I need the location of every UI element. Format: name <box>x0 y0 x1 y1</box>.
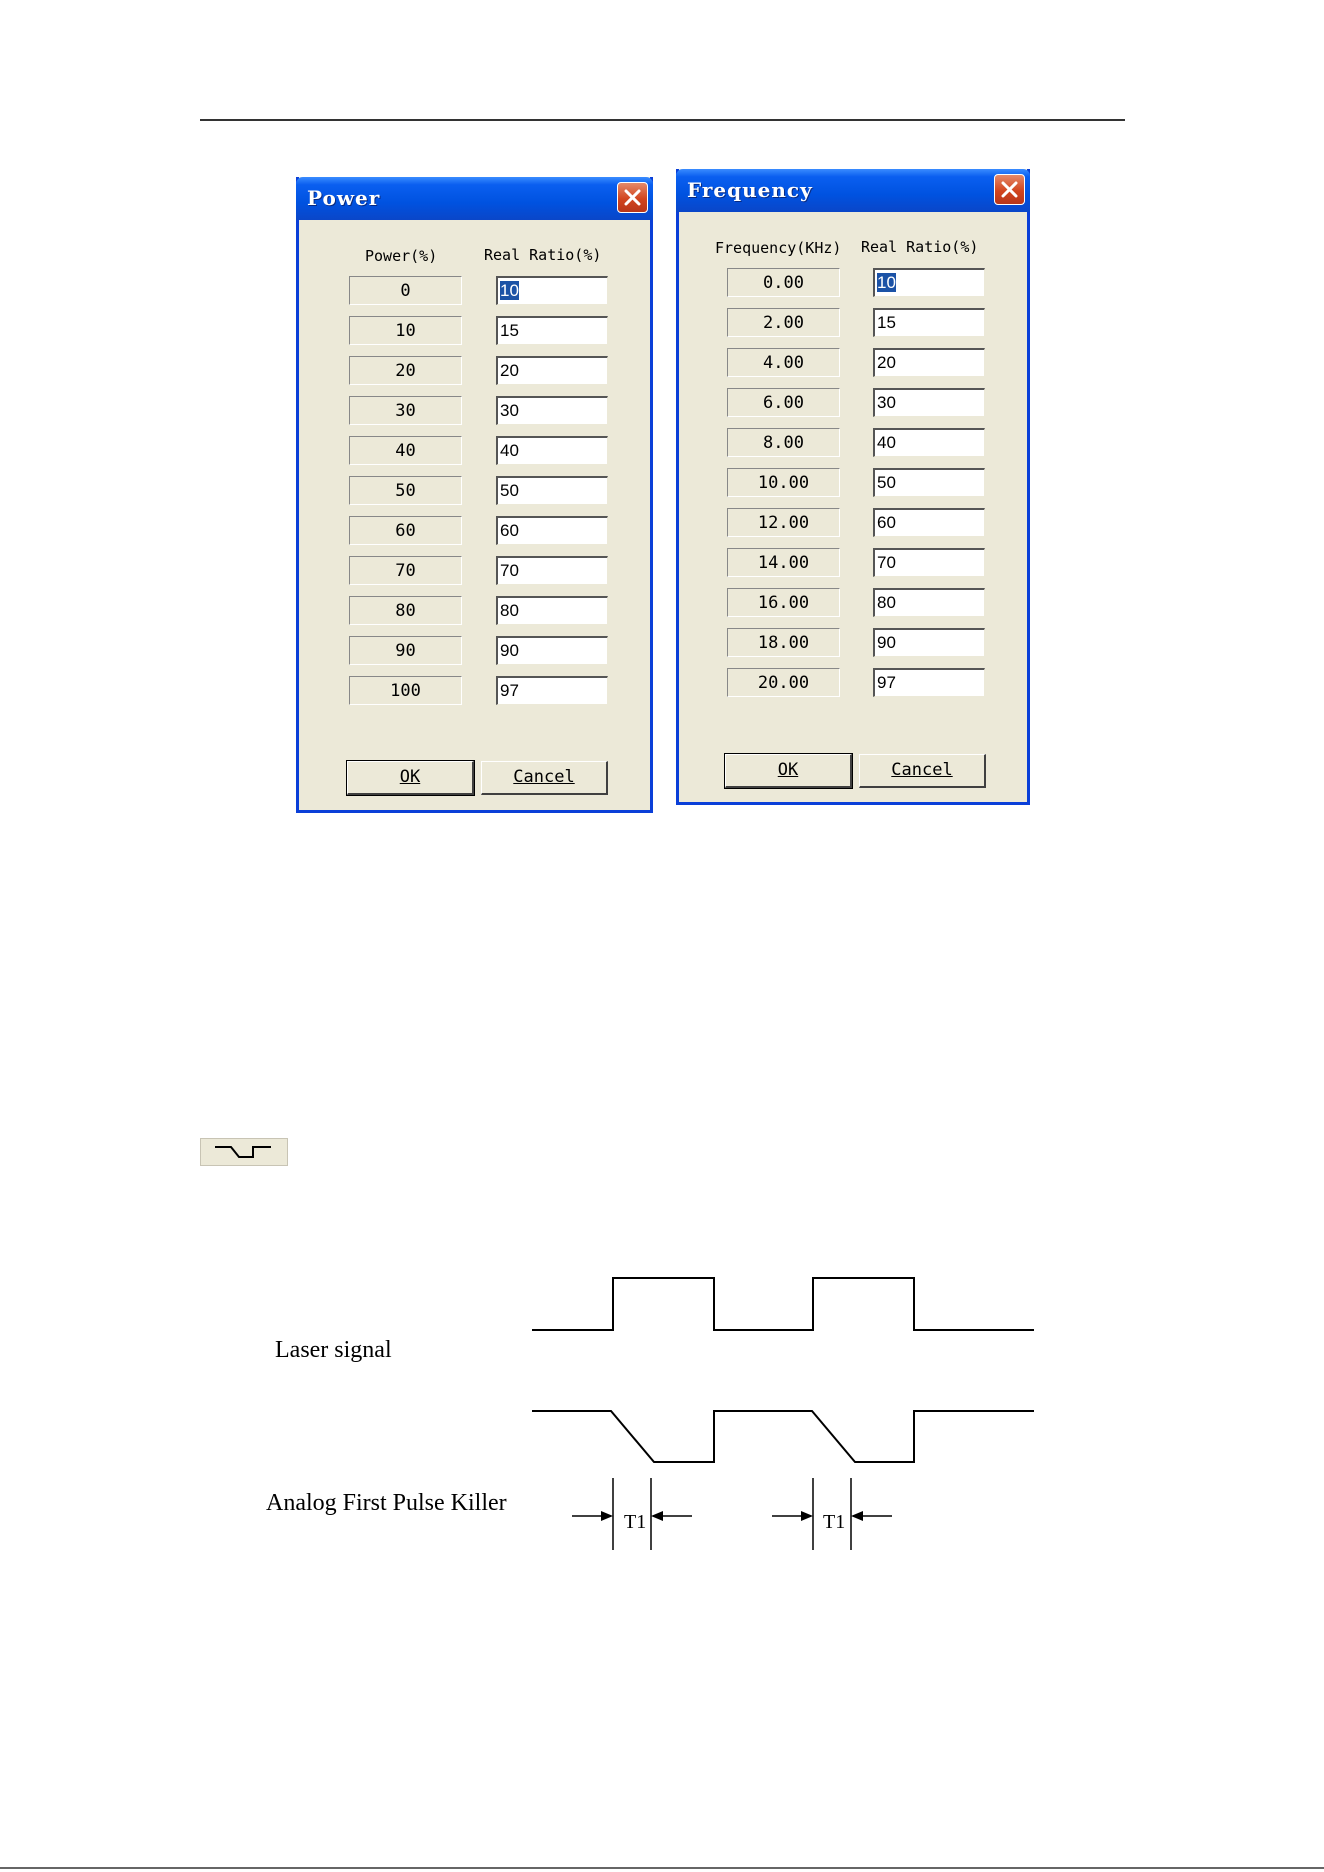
close-icon <box>1001 181 1018 198</box>
real-ratio-value: 15 <box>500 321 519 340</box>
real-ratio-input[interactable] <box>873 428 985 457</box>
page-footer-rule <box>0 1867 1324 1869</box>
frequency-value: 10.00 <box>727 468 840 497</box>
t1-label: T1 <box>823 1511 846 1533</box>
frequency-dialog-title: Frequency <box>687 178 813 202</box>
frequency-ok-button[interactable]: OK <box>725 754 852 788</box>
real-ratio-value: 10 <box>877 273 896 292</box>
power-cancel-button[interactable]: Cancel <box>481 761 608 795</box>
frequency-value: 16.00 <box>727 588 840 617</box>
real-ratio-input[interactable] <box>873 588 985 617</box>
frequency-value: 2.00 <box>727 308 840 337</box>
frequency-value: 14.00 <box>727 548 840 577</box>
real-ratio-value: 90 <box>877 633 896 652</box>
real-ratio-value: 97 <box>500 681 519 700</box>
real-ratio-input[interactable] <box>496 516 608 545</box>
first-pulse-killer-label: Analog First Pulse Killer <box>266 1490 507 1516</box>
frequency-dialog-titlebar[interactable] <box>676 169 1030 212</box>
real-ratio-input[interactable] <box>496 316 608 345</box>
real-ratio-input[interactable] <box>873 308 985 337</box>
real-ratio-value: 80 <box>877 593 896 612</box>
real-ratio-input[interactable] <box>496 636 608 665</box>
real-ratio-value: 20 <box>500 361 519 380</box>
power-column-header: Power(%) <box>365 247 438 265</box>
pulse-killer-icon <box>201 1139 287 1165</box>
real-ratio-value: 90 <box>500 641 519 660</box>
real-ratio-input[interactable] <box>496 276 608 305</box>
ratio-column-header: Real Ratio(%) <box>861 238 979 256</box>
real-ratio-value: 15 <box>877 313 896 332</box>
real-ratio-input[interactable] <box>496 436 608 465</box>
real-ratio-value: 10 <box>500 281 519 300</box>
frequency-value: 4.00 <box>727 348 840 377</box>
waveform-diagram <box>530 1262 1050 1562</box>
real-ratio-input[interactable] <box>496 676 608 705</box>
power-value: 30 <box>349 396 462 425</box>
frequency-value: 0.00 <box>727 268 840 297</box>
real-ratio-input[interactable] <box>873 348 985 377</box>
real-ratio-value: 50 <box>500 481 519 500</box>
real-ratio-input[interactable] <box>496 356 608 385</box>
pulse-killer-button[interactable] <box>200 1138 288 1166</box>
real-ratio-input[interactable] <box>496 556 608 585</box>
real-ratio-value: 40 <box>877 433 896 452</box>
frequency-value: 18.00 <box>727 628 840 657</box>
power-value: 0 <box>349 276 462 305</box>
power-value: 60 <box>349 516 462 545</box>
real-ratio-input[interactable] <box>873 668 985 697</box>
frequency-close-button[interactable] <box>994 174 1025 205</box>
power-value: 20 <box>349 356 462 385</box>
power-value: 50 <box>349 476 462 505</box>
real-ratio-input[interactable] <box>873 508 985 537</box>
real-ratio-value: 40 <box>500 441 519 460</box>
power-value: 80 <box>349 596 462 625</box>
real-ratio-input[interactable] <box>873 388 985 417</box>
real-ratio-value: 30 <box>877 393 896 412</box>
real-ratio-value: 60 <box>877 513 896 532</box>
frequency-value: 6.00 <box>727 388 840 417</box>
laser-signal-waveform <box>532 1278 1034 1330</box>
frequency-column-header: Frequency(KHz) <box>715 239 842 257</box>
ratio-column-header: Real Ratio(%) <box>484 246 602 264</box>
page-header-rule <box>200 119 1125 121</box>
real-ratio-value: 70 <box>500 561 519 580</box>
real-ratio-input[interactable] <box>873 468 985 497</box>
power-value: 40 <box>349 436 462 465</box>
killer-signal-waveform <box>532 1411 1034 1462</box>
power-dialog-title: Power <box>307 186 381 210</box>
power-value: 100 <box>349 676 462 705</box>
real-ratio-value: 60 <box>500 521 519 540</box>
power-value: 70 <box>349 556 462 585</box>
real-ratio-input[interactable] <box>873 548 985 577</box>
real-ratio-value: 70 <box>877 553 896 572</box>
real-ratio-input[interactable] <box>873 268 985 297</box>
frequency-value: 20.00 <box>727 668 840 697</box>
real-ratio-input[interactable] <box>496 396 608 425</box>
real-ratio-value: 80 <box>500 601 519 620</box>
real-ratio-value: 20 <box>877 353 896 372</box>
power-dialog <box>296 177 653 813</box>
real-ratio-value: 50 <box>877 473 896 492</box>
laser-signal-label: Laser signal <box>275 1337 392 1363</box>
frequency-value: 8.00 <box>727 428 840 457</box>
power-value: 90 <box>349 636 462 665</box>
frequency-value: 12.00 <box>727 508 840 537</box>
power-ok-button[interactable]: OK <box>347 761 474 795</box>
real-ratio-value: 30 <box>500 401 519 420</box>
real-ratio-input[interactable] <box>873 628 985 657</box>
power-close-button[interactable] <box>617 182 648 213</box>
real-ratio-input[interactable] <box>496 596 608 625</box>
real-ratio-input[interactable] <box>496 476 608 505</box>
frequency-cancel-button[interactable]: Cancel <box>859 754 986 788</box>
frequency-dialog <box>676 169 1030 805</box>
t1-label: T1 <box>624 1511 647 1533</box>
close-icon <box>624 189 641 206</box>
power-value: 10 <box>349 316 462 345</box>
real-ratio-value: 97 <box>877 673 896 692</box>
power-dialog-titlebar[interactable] <box>296 177 653 220</box>
